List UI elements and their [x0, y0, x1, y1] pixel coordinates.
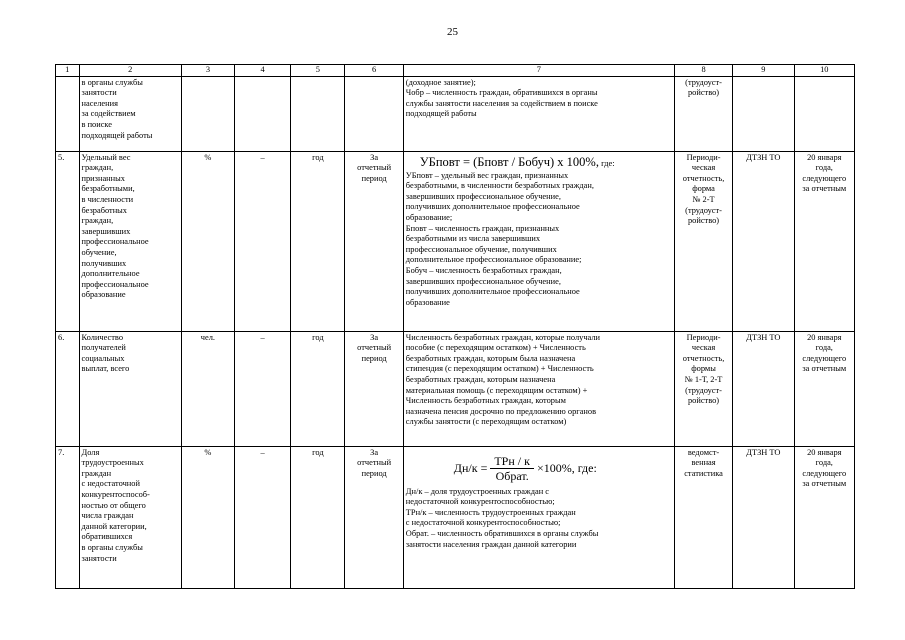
base-value-cell	[235, 76, 291, 151]
method-cell	[403, 151, 674, 331]
formula-suffix: где:	[598, 157, 615, 168]
header-cell: 1	[56, 65, 80, 77]
fraction-formula	[454, 454, 672, 483]
row-number: 7.	[56, 446, 80, 588]
row-number: 5.	[56, 151, 80, 331]
header-cell: 10	[794, 65, 854, 77]
table-row	[56, 151, 855, 331]
deadline-cell: 20 января года, следующего за отчетным	[794, 151, 854, 331]
method-description: (доходное занятие); Чобр – численность граждан, обратившихся в органы службы занятости населения за содействием в поиске подходящей работы	[403, 76, 674, 151]
source-cell: ведомст- венная статистика	[674, 446, 732, 588]
header-cell: 6	[345, 65, 403, 77]
fraction	[490, 454, 534, 483]
header-cell: 9	[733, 65, 794, 77]
responsible-org-cell: ДТЗН ТО	[733, 151, 794, 331]
method-cell	[403, 446, 674, 588]
source-cell: (трудоуст- ройство)	[674, 76, 732, 151]
report-period-cell: За отчетный период	[345, 331, 403, 446]
periodicity-cell: год	[291, 446, 345, 588]
header-cell: 2	[79, 65, 181, 77]
deadline-cell	[794, 76, 854, 151]
table-header-row	[56, 65, 855, 77]
base-value-cell: –	[235, 151, 291, 331]
unit-cell	[181, 76, 234, 151]
base-value-cell: –	[235, 446, 291, 588]
report-period-cell: За отчетный период	[345, 151, 403, 331]
indicator-name: Удельный вес граждан, признанных безработными, в численности безработных граждан, завершивших профессиональное обучение, получивших дополнительное профессиональное образование	[79, 151, 181, 331]
unit-cell: %	[181, 446, 234, 588]
deadline-cell: 20 января года, следующего за отчетным	[794, 446, 854, 588]
header-cell: 7	[403, 65, 674, 77]
method-description: УБповт – удельный вес граждан, признанных безработными, в численности безработных граждан, завершивших профессиональное обучение, получивших дополнительное профессиональное образование; Бповт – численность граждан, признанных безработными из числа завершивших профессиональное обучение, получивших дополнительное профессиональное образование; Бобуч – численность безработных граждан, завершивших профессиональное обучение, получивших дополнительное профессиональное образование	[405, 170, 594, 307]
header-cell: 8	[674, 65, 732, 77]
responsible-org-cell: ДТЗН ТО	[733, 446, 794, 588]
formula-text: УБповт = (Бповт / Бобуч) х 100%,	[419, 154, 599, 169]
report-period-cell	[345, 76, 403, 151]
header-cell: 4	[235, 65, 291, 77]
formula-rhs: ×100%, где:	[536, 460, 597, 475]
deadline-cell: 20 января года, следующего за отчетным	[794, 331, 854, 446]
source-cell: Периоди- ческая отчетность, форма № 2-Т (трудоуст- ройство)	[674, 151, 732, 331]
header-cell: 3	[181, 65, 234, 77]
periodicity-cell: год	[291, 331, 345, 446]
header-cell: 5	[291, 65, 345, 77]
periodicity-cell	[291, 76, 345, 151]
periodicity-cell: год	[291, 151, 345, 331]
formula	[420, 155, 672, 171]
fraction-numerator: ТРн / к	[490, 454, 534, 469]
unit-cell: чел.	[181, 331, 234, 446]
responsible-org-cell	[733, 76, 794, 151]
table-row	[56, 331, 855, 446]
responsible-org-cell: ДТЗН ТО	[733, 331, 794, 446]
fraction-denominator: Обрат.	[495, 468, 529, 483]
base-value-cell: –	[235, 331, 291, 446]
table-row	[56, 446, 855, 588]
method-description: Численность безработных граждан, которые получали пособие (с переходящим остатком) + Численность безработных граждан, которым была назначена стипендия (с переходящим остатком) + Численность безработных граждан, которым назначена материальная помощь (с переходящим остатком) + Численность безработных граждан, которым назначена пенсия досрочно по предложению органов службы занятости (с переходящим остатком)	[403, 331, 674, 446]
unit-cell: %	[181, 151, 234, 331]
table-row	[56, 76, 855, 151]
indicators-table	[55, 64, 855, 589]
report-period-cell: За отчетный период	[345, 446, 403, 588]
formula-lhs: Дн/к =	[453, 460, 488, 475]
source-cell: Периоди- ческая отчетность, формы № 1-Т, 2-Т (трудоуст- ройство)	[674, 331, 732, 446]
indicator-name: в органы службы занятости населения за содействием в поиске подходящей работы	[79, 76, 181, 151]
indicator-name: Доля трудоустроенных граждан с недостаточной конкурентоспособ- ностью от общего числа граждан данной категории, обратившихся в органы службы занятости	[79, 446, 181, 588]
row-number	[56, 76, 80, 151]
row-number: 6.	[56, 331, 80, 446]
method-description: Дн/к – доля трудоустроенных граждан с недостаточной конкурентоспособностью; ТРн/к – численность трудоустроенных граждан с недостаточной конкурентоспособностью; Обрат. – численность обратившихся в органы службы занятости населения граждан данной категории	[405, 486, 599, 549]
indicator-name: Количество получателей социальных выплат, всего	[79, 331, 181, 446]
page-number: 25	[447, 26, 458, 38]
